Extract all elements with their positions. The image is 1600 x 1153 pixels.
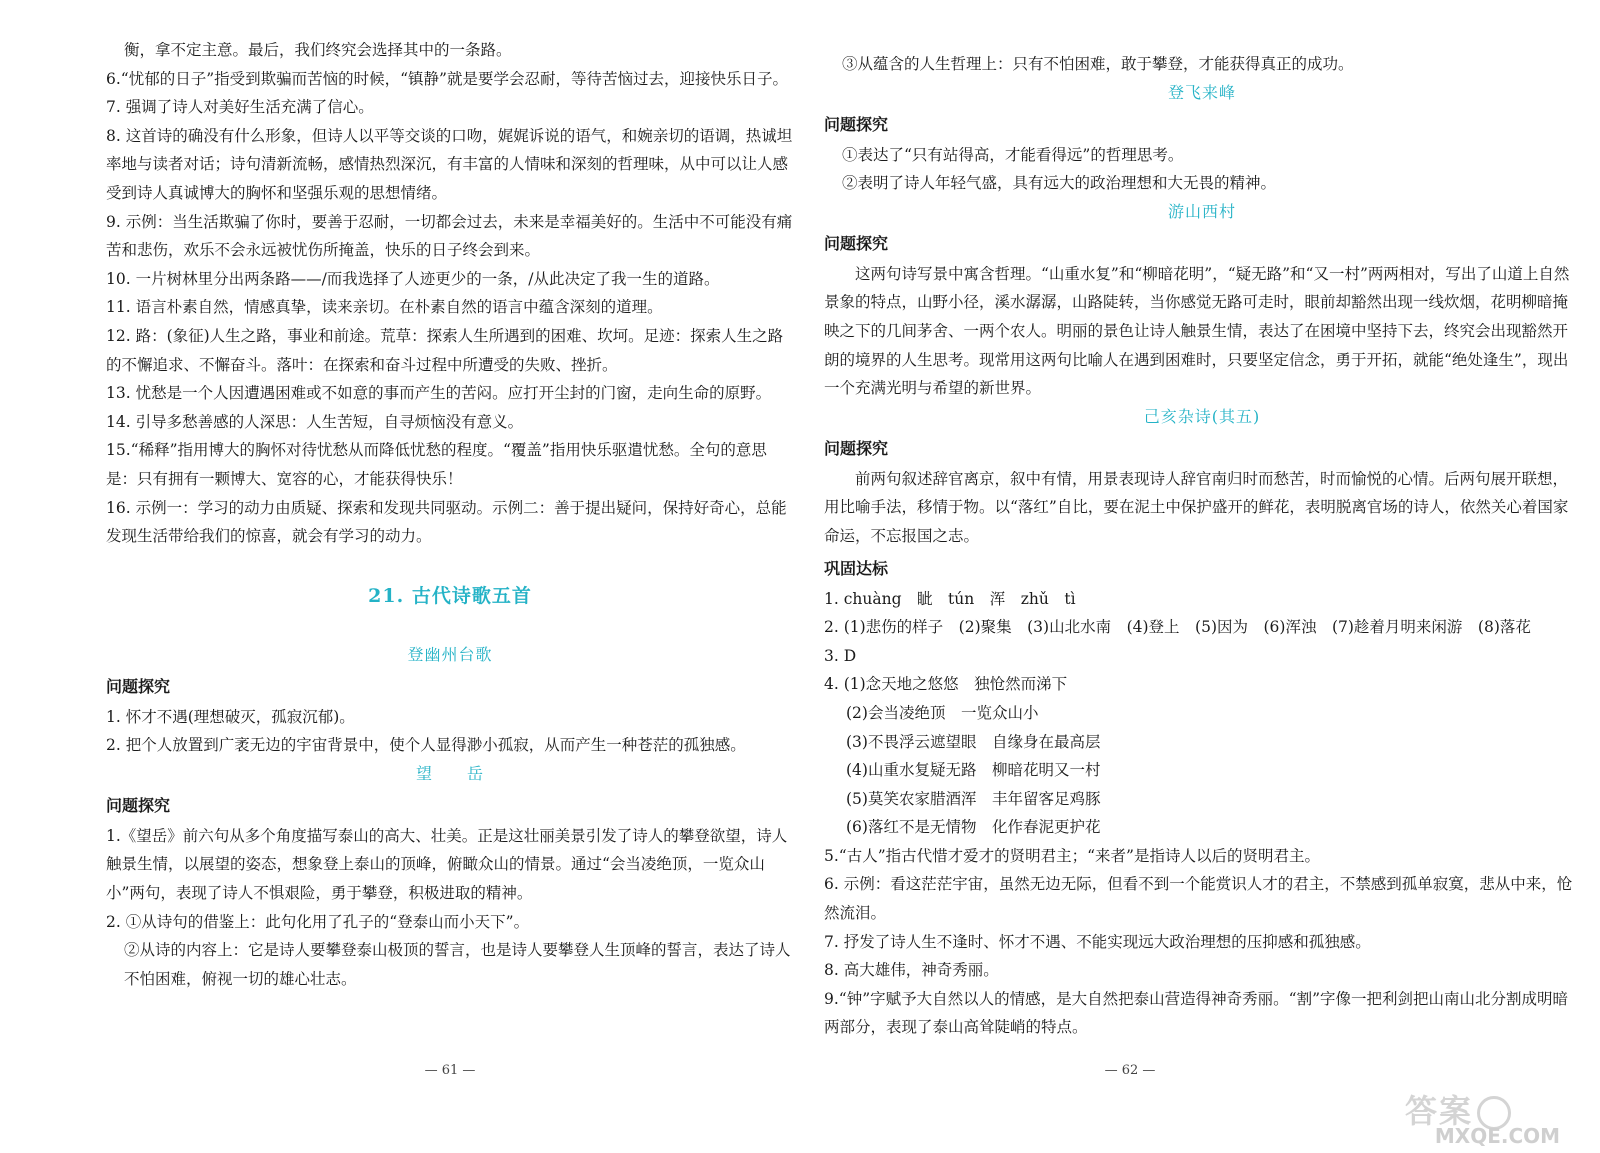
- answer-item: (2)会当凌绝顶 一览众山小: [846, 703, 1039, 722]
- answer-item: 1. 怀才不遇(理想破灭，孤寂沉郁)。: [106, 707, 355, 726]
- poem-title-dengfeilaifeng: 登飞来峰: [1167, 82, 1236, 102]
- answer-item: 8. 高大雄伟，神奇秀丽。: [824, 961, 999, 980]
- answer-item: 15.“稀释”指用博大的胸怀对待忧愁从而降低忧愁的程度。“覆盖”指用快乐驱遣忧愁。全句的意思是：只有拥有一颗博大、宽容的心，才能获得快乐！: [106, 441, 767, 488]
- section-heading: 问题探究: [824, 438, 889, 458]
- watermark: [1405, 1086, 1590, 1148]
- answer-item: 9.“钟”字赋予大自然以人的情感，是大自然把泰山营造得神奇秀丽。“割”字像一把利剑把山南山北分割成明暗两部分，表现了泰山高耸陡峭的特点。: [824, 989, 1568, 1037]
- section-heading: 问题探究: [824, 233, 889, 253]
- consolidate-answers: [824, 585, 1580, 699]
- answer-item: 13. 忧愁是一个人因遭遇困难或不如意的事而产生的苦闷。应打开尘封的门窗，走向生命的原野。: [106, 384, 772, 403]
- answer-item: (4)山重水复疑无路 柳暗花明又一村: [846, 761, 1101, 780]
- answer-item: 6. 示例：看这茫茫宇宙，虽然无边无际，但看不到一个能赏识人才的君主，不禁感到孤单寂寞，悲从中来，怆然流泪。: [824, 875, 1573, 923]
- analysis-paragraph: 前两句叙述辞官离京，叙中有情，用景表现诗人辞官南归时而愁苦，时而愉悦的心情。后两句展开联想，用比喻手法，移情于物。以“落红”自比，要在泥土中保护盛开的鲜花，表明脱离官场的诗人，依然关心着国家命运，不忘报国之志。: [824, 469, 1569, 545]
- answer-item: (3)不畏浮云遮望眼 自缘身在最高层: [846, 732, 1101, 751]
- answer-item: (5)莫笑农家腊酒浑 丰年留客足鸡豚: [846, 789, 1101, 808]
- analysis-paragraph: 这两句诗写景中寓含哲理。“山重水复”和“柳暗花明”，“疑无路”和“又一村”两两相对，写出了山道上自然景象的特点，山野小径，溪水潺潺，山路陡转，当你感觉无路可走时，眼前却豁然出现一线炊烟，花明柳暗掩映之下的几间茅舍、一两个农人。明丽的景色让诗人触景生情，表达了在困境中坚持下去，终究会出现豁然开朗的境界的人生思考。现常用这两句比喻人在遇到困难时，只要坚定信念，勇于开拓，就能“绝处逢生”，现出一个充满光明与希望的新世界。: [824, 264, 1570, 398]
- answer-item: 7. 抒发了诗人生不逢时、怀才不遇、不能实现远大政治理想的压抑感和孤独感。: [824, 932, 1371, 951]
- page-number: — 61 —: [424, 1063, 476, 1078]
- watermark-url: MXQE.COM: [1434, 1124, 1561, 1148]
- right-page: [810, 0, 1600, 1153]
- answer-item: 2. ①从诗句的借鉴上：此句化用了孔子的“登泰山而小天下”。: [106, 912, 530, 931]
- page-number: — 62 —: [1104, 1063, 1156, 1078]
- answer-item: 2. 把个人放置到广袤无边的宇宙背景中，使个人显得渺小孤寂，从而产生一种苍茫的孤独感。: [106, 736, 746, 755]
- answer-item: 5.“古人”指古代惜才爱才的贤明君主；“来者”是指诗人以后的贤明君主。: [824, 846, 1320, 865]
- answer-item: 2. (1)悲伤的样子 (2)聚集 (3)山北水南 (4)登上 (5)因为 (6)浑浊 (7)趁着月明来闲游 (8)落花: [824, 618, 1531, 637]
- answer-item: 衡，拿不定主意。最后，我们终究会选择其中的一条路。: [124, 41, 512, 59]
- answer-item: 11. 语言朴素自然，情感真挚，读来亲切。在朴素自然的语言中蕴含深刻的道理。: [106, 298, 663, 317]
- answer-item: 16. 示例一：学习的动力由质疑、探索和发现共同驱动。示例二：善于提出疑问，保持好奇心，总能发现生活带给我们的惊喜，就会有学习的动力。: [106, 498, 787, 546]
- chapter-title: 21. 古代诗歌五首: [368, 584, 532, 607]
- poem-title-jihaizashi: 己亥杂诗(其五): [1143, 406, 1261, 426]
- answer-item: 8. 这首诗的确没有什么形象，但诗人以平等交谈的口吻，娓娓诉说的语气，和婉亲切的语调，热诚坦率地与读者对话；诗句清新流畅，感情热烈深沉，有丰富的人情味和深刻的哲理味，从中可以让人感受到诗人真诚博大的胸怀和坚强乐观的思想情绪。: [106, 126, 793, 202]
- poem-title-dengyouzhoutai: 登幽州台歌: [407, 644, 493, 664]
- answer-item: 3. D: [824, 646, 857, 665]
- poem2-answers: [106, 822, 794, 994]
- section-heading-consolidate: 巩固达标: [824, 558, 889, 578]
- answer-item: ①表达了“只有站得高，才能看得远”的哲理思考。: [842, 145, 1184, 164]
- answer-item: 10. 一片树林里分出两条路——/而我选择了人迹更少的一条，/从此决定了我一生的道路。: [106, 269, 720, 288]
- answer-item: 12. 路：(象征)人生之路，事业和前途。荒草：探索人生所遇到的困难、坎坷。足迹：探索人生之路的不懈追求、不懈奋斗。落叶：在探索和奋斗过程中所遭受的失败、挫折。: [106, 326, 784, 374]
- answer-item: 6.“忧郁的日子”指受到欺骗而苦恼的时候，“镇静”就是要学会忍耐，等待苦恼过去，迎接快乐日子。: [106, 69, 788, 88]
- poem3-answers: [824, 141, 1580, 198]
- recitation-lines: [824, 699, 1580, 842]
- answer-item: 4. (1)念天地之悠悠 独怆然而涕下: [824, 675, 1068, 694]
- poem1-answers: [106, 703, 794, 760]
- answer-item: (6)落红不是无情物 化作春泥更护花: [846, 818, 1101, 837]
- answer-item: 7. 强调了诗人对美好生活充满了信心。: [106, 98, 374, 117]
- poem-title-wangyue: 望 岳: [415, 763, 484, 783]
- watermark-logo: [1405, 1086, 1590, 1130]
- left-answer-list: [106, 36, 794, 551]
- answer-item: ③从蕴含的人生哲理上：只有不怕困难，敢于攀登，才能获得真正的成功。: [842, 55, 1354, 73]
- answer-item: ②表明了诗人年轻气盛，具有远大的政治理想和大无畏的精神。: [842, 174, 1277, 193]
- answer-item: ②从诗的内容上：它是诗人要攀登泰山极顶的誓言，也是诗人要攀登人生顶峰的誓言，表达了诗人不怕困难，俯视一切的雄心壮志。: [124, 941, 791, 988]
- answer-item: 1. chuàng 眦 tún 浑 zhǔ tì: [824, 589, 1076, 608]
- section-heading: 问题探究: [824, 114, 889, 134]
- answer-item: 14. 引导多愁善感的人深思：人生苦短，自寻烦恼没有意义。: [106, 412, 524, 431]
- watermark-logo-text: 答案: [1405, 1092, 1474, 1130]
- section-heading: 问题探究: [106, 795, 171, 815]
- poem-title-youshanxicun: 游山西村: [1167, 201, 1236, 221]
- answer-item: 1.《望岳》前六句从多个角度描写泰山的高大、壮美。正是这壮丽美景引发了诗人的攀登欲望，诗人触景生情，以展望的姿态，想象登上泰山的顶峰，俯瞰众山的情景。通过“会当凌绝顶，一览众山小”两句，表现了诗人不惧艰险，勇于攀登，积极进取的精神。: [106, 826, 788, 903]
- answer-item: 9. 示例：当生活欺骗了你时，要善于忍耐，一切都会过去，未来是幸福美好的。生活中不可能没有痛苦和悲伤，欢乐不会永远被忧伤所掩盖，快乐的日子终会到来。: [106, 212, 793, 260]
- section-heading: 问题探究: [106, 676, 171, 696]
- later-answers: [824, 842, 1580, 1042]
